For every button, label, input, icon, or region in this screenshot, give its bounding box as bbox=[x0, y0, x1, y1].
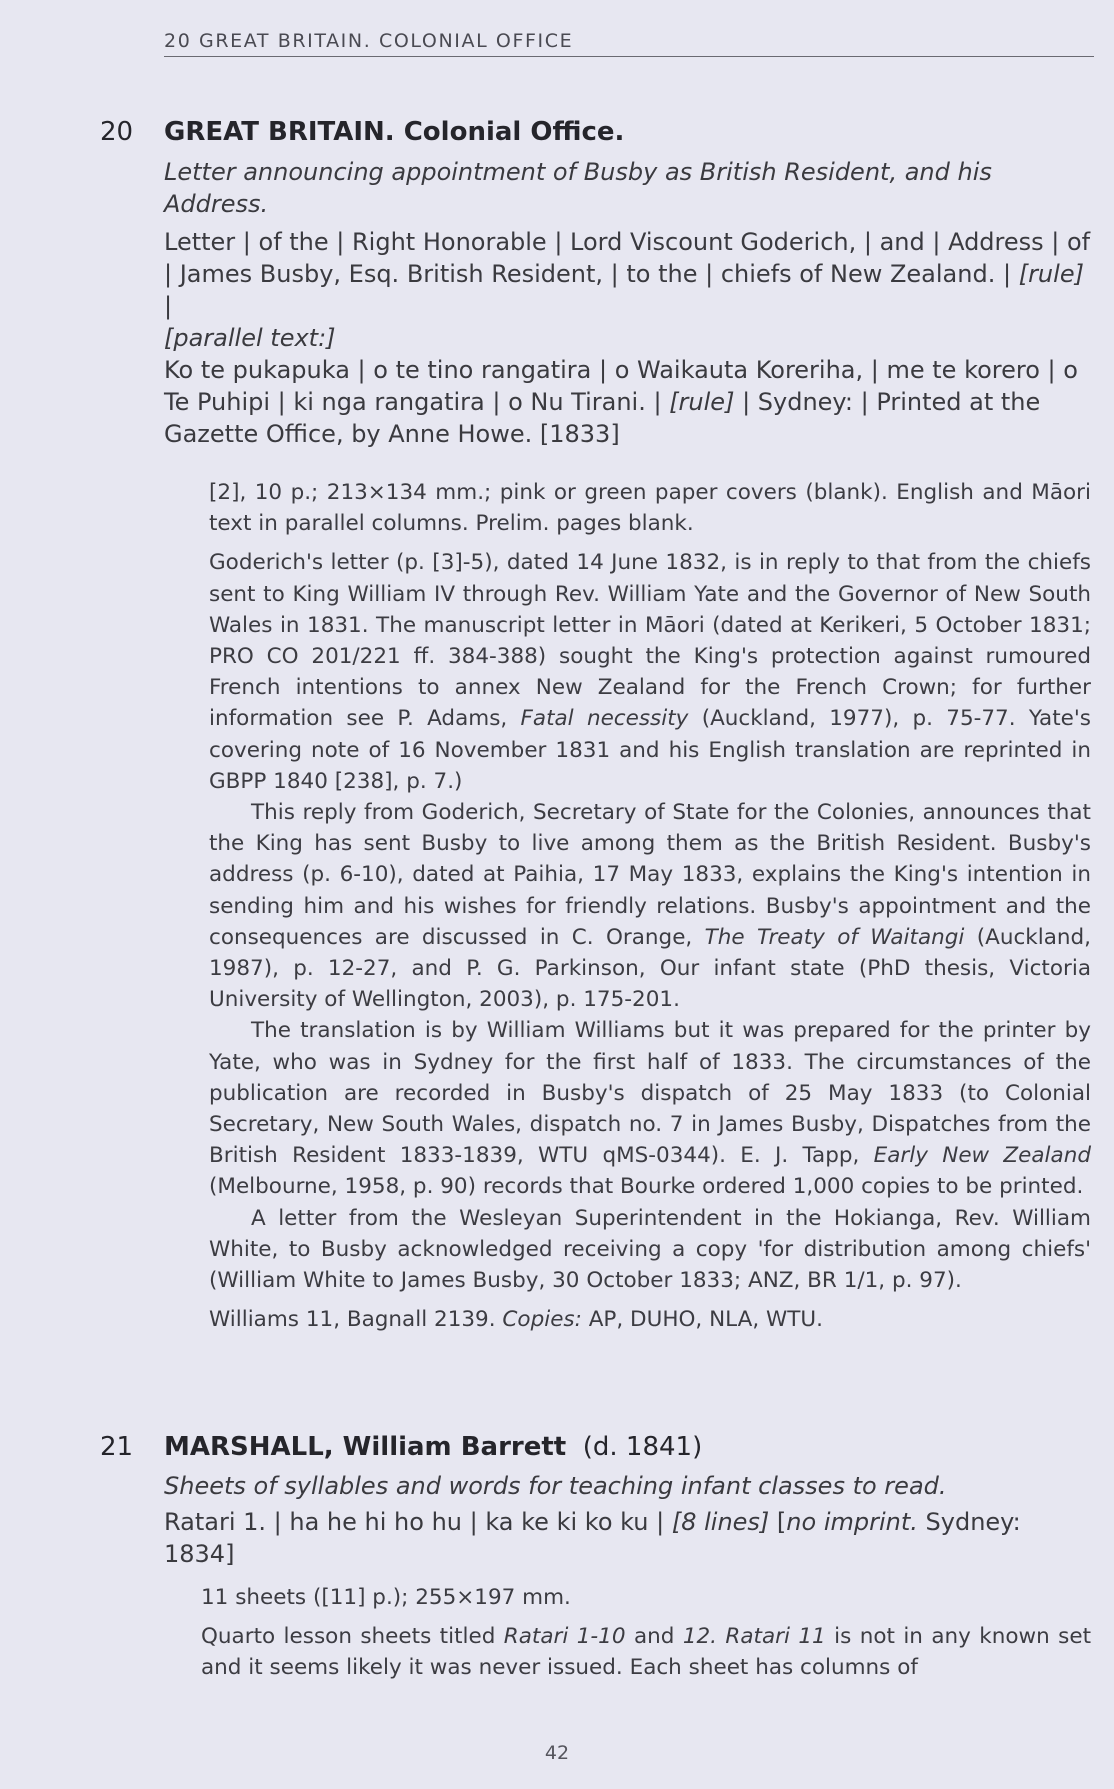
reference-list: Williams 11, Bagnall 2139. bbox=[209, 1307, 503, 1333]
author-name: MARSHALL, William Barrett bbox=[164, 1432, 567, 1462]
note-paragraph bbox=[201, 1621, 1091, 1683]
title-transcription: Ratari 1. | ha he hi ho hu | ka ke ki ko ku | bbox=[164, 1508, 672, 1536]
cited-title: The Treaty of Waitangi bbox=[704, 924, 965, 950]
entry-20-transcription bbox=[164, 226, 1094, 450]
note-text: Goderich's letter (p. [3]-5), dated 14 June 1832, is in reply to that from the chiefs sent to King William IV through Rev. William Yate and the Governor of New South Wales in 1831. The manuscript letter in Māori (dated at Kerikeri, 5 October 1831; PRO CO 201/221 ff. 384-388) sought the King's protection against rumoured French intentions to annex New Zealand for the French Crown; for further information see P. Adams, bbox=[209, 550, 1091, 732]
note-paragraph bbox=[209, 797, 1091, 1015]
imprint: [ bbox=[769, 1508, 787, 1536]
note-paragraph: A letter from the Wesleyan Superintendent in the Hokianga, Rev. William White, to Busby acknowledged receiving a copy 'for distribution among chiefs' (William White to James Busby, 30 October 1833; ANZ, BR 1/1, p. 97). bbox=[209, 1205, 1091, 1294]
lines-note: [8 lines] bbox=[671, 1508, 770, 1536]
note-text: The translation is by William Williams but it was prepared for the printer by Yate, who was in Sydney for the first half of 1833. The circumstances of the publication are recorded in Busby's dispatch of 25 May 1833 (to Colonial Secretary, New South Wales, dispatch no. 7 in James Busby, Dispatches from the British Resident 1833-1839, WTU qMS-0344). E. J. Tapp, bbox=[209, 1018, 1091, 1169]
note-text: and bbox=[625, 1624, 683, 1650]
note-text: This reply from Goderich, Secretary of State for the Colonies, announces that the King has sent Busby to live among them as the British Resident. Busby's address (p. 6-10), dated at Paihia, 17 May 1833, explains the King's intention in sending him and his wishes for friendly relations. Busby's appointment and the consequences are discussed in C. Orange, bbox=[209, 800, 1091, 950]
entry-heading bbox=[164, 1432, 702, 1462]
collation: 11 sheets ([11] p.); 255×197 mm. bbox=[201, 1585, 571, 1610]
copies-label: Copies: bbox=[502, 1307, 582, 1333]
author-dates: (d. 1841) bbox=[582, 1432, 703, 1462]
collation: [2], 10 p.; 213×134 mm.; pink or green paper covers (blank). English and Māori text in parallel columns. Prelim. pages blank. bbox=[209, 480, 1091, 537]
entry-20-description bbox=[209, 477, 1091, 1335]
imprint: | Sydney: | Printed at the Gazette Office, by Anne Howe. [1833] bbox=[164, 388, 1041, 448]
copies-list: AP, DUHO, NLA, WTU. bbox=[581, 1307, 823, 1333]
note-paragraph bbox=[209, 547, 1091, 797]
entry-number: 21 bbox=[100, 1432, 134, 1462]
cited-title: Fatal necessity bbox=[520, 706, 689, 732]
cited-title: Ratari 1-10 bbox=[503, 1624, 626, 1650]
title-transcription: Letter | of the | Right Honorable | Lord Viscount Goderich, | and | Address | of | James Busby, Esq. British Resident, | to the | chiefs of New Zealand. | bbox=[164, 228, 1091, 288]
running-head: 20 GREAT BRITAIN. COLONIAL OFFICE bbox=[164, 30, 1094, 57]
note-paragraph bbox=[209, 1015, 1091, 1202]
no-imprint-note: no imprint. bbox=[786, 1508, 918, 1536]
parallel-text-note: [parallel text:] bbox=[164, 324, 336, 352]
entry-21-subtitle: Sheets of syllables and words for teaching infant classes to read. bbox=[164, 1472, 947, 1500]
entry-20-subtitle: Letter announcing appointment of Busby as British Resident, and his Address. bbox=[164, 158, 992, 218]
entry-heading bbox=[164, 117, 624, 147]
line-separator: | bbox=[164, 292, 173, 320]
note-text: (Melbourne, 1958, p. 90) records that Bourke ordered 1,000 copies to be printed. bbox=[209, 1174, 1084, 1200]
imprint: Sydney: 1834] bbox=[164, 1508, 1021, 1568]
note-text: (Auckland, 1987), p. 12-27, and P. G. Parkinson, Our infant state (PhD thesis, Victoria University of Wellington, 2003), p. 175-201. bbox=[209, 924, 1092, 1013]
references bbox=[209, 1304, 1091, 1335]
entry-number: 20 bbox=[100, 117, 134, 147]
author-name: GREAT BRITAIN. Colonial Office. bbox=[164, 117, 625, 147]
entry-21-transcription bbox=[164, 1506, 1094, 1570]
entry-21-description bbox=[201, 1582, 1091, 1684]
note-text: (Auckland, 1977), p. 75-77. Yate's covering note of 16 November 1831 and his English translation are reprinted in GBPP 1840 [238], p. 7.) bbox=[209, 706, 1091, 794]
page-number: 42 bbox=[544, 1742, 570, 1764]
cited-title: Early New Zealand bbox=[873, 1143, 1091, 1169]
rule-note: [rule] bbox=[1018, 260, 1084, 288]
rule-note: [rule] bbox=[669, 388, 735, 416]
note-text: is not in any known set and it seems likely it was never issued. Each sheet has columns of bbox=[201, 1624, 1091, 1681]
cited-title: 12. Ratari 11 bbox=[682, 1624, 826, 1650]
maori-transcription: Ko te pukapuka | o te tino rangatira | o Waikauta Koreriha, | me te korero | o Te Puhipi | ki nga rangatira | o Nu Tirani. | bbox=[164, 356, 1078, 416]
note-text: Quarto lesson sheets titled bbox=[201, 1624, 504, 1650]
